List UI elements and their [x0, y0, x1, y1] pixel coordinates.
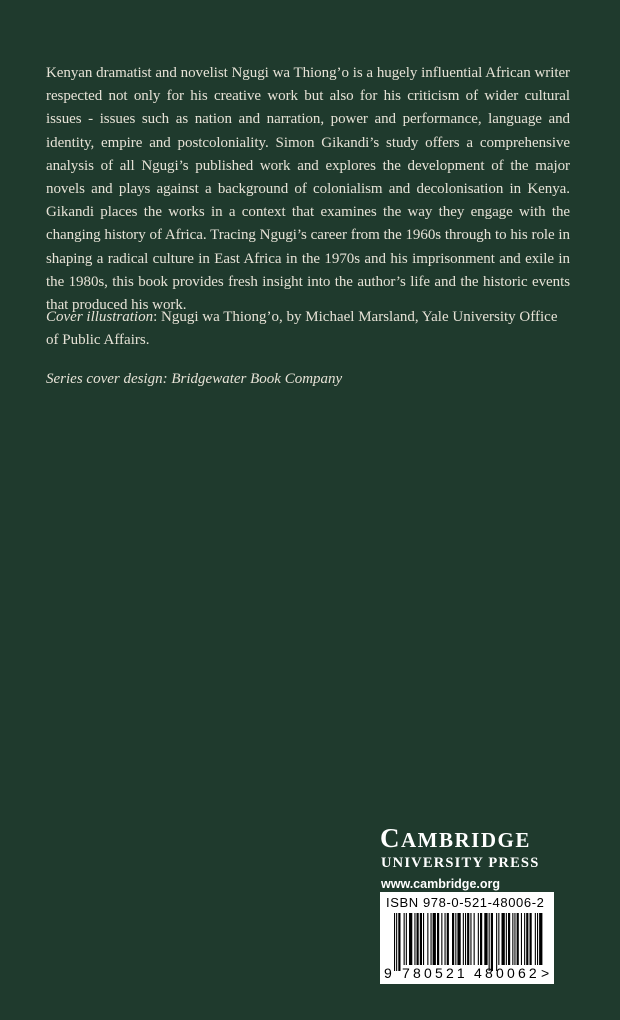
barcode-bar	[457, 913, 460, 965]
barcode-bar	[452, 913, 454, 965]
isbn-number: ISBN 978-0-521-48006-2	[386, 895, 545, 910]
barcode-bar	[535, 913, 536, 965]
cover-illustration-label: Cover illustration	[46, 309, 154, 325]
barcode-bar	[431, 913, 432, 965]
barcode-bar	[433, 913, 436, 965]
barcode-bar	[398, 913, 400, 971]
barcode-bar	[463, 913, 464, 965]
barcode-bar	[396, 913, 397, 971]
barcode-bar	[530, 913, 532, 965]
barcode-bar	[508, 913, 510, 965]
barcode-bar	[478, 913, 479, 965]
barcode-bar	[496, 913, 497, 971]
barcode-digits	[380, 965, 554, 983]
cover-illustration-credit	[46, 306, 570, 352]
barcode-bar	[524, 913, 525, 965]
barcode-bar	[512, 913, 513, 965]
barcode-bar	[420, 913, 422, 965]
barcode-bar	[480, 913, 482, 965]
barcode-arrow: >	[541, 965, 550, 981]
barcode-bar	[517, 913, 519, 965]
barcode-group-right: 480062	[474, 965, 540, 981]
barcode-bar	[394, 913, 395, 971]
barcode-bar	[423, 913, 424, 965]
cover-illustration-text: : Ngugi wa Thiong’o, by Michael Marsland, Yale University Office of Public Affairs.	[46, 309, 558, 349]
barcode-bar	[526, 913, 528, 965]
barcode-bar	[447, 913, 449, 965]
barcode-bar	[414, 913, 415, 965]
barcode-bar	[437, 913, 439, 965]
barcode-bar	[489, 913, 490, 971]
barcode-group-left: 780521	[402, 965, 468, 981]
barcode-bar	[537, 913, 538, 965]
barcode-bar	[441, 913, 442, 965]
barcode-bar	[514, 913, 515, 965]
publisher-name	[380, 824, 560, 854]
isbn-barcode	[380, 892, 554, 984]
barcode-bar	[404, 913, 405, 965]
publisher-name-initial: C	[380, 823, 401, 853]
publisher-logo	[380, 824, 560, 891]
barcode-bar	[409, 913, 412, 965]
publisher-url: www.cambridge.org	[381, 877, 501, 891]
barcode-bar	[484, 913, 487, 965]
barcode-bar	[427, 913, 428, 965]
barcode-bar	[417, 913, 419, 965]
barcode-bar	[406, 913, 407, 965]
barcode-bar	[455, 913, 456, 965]
series-design-credit: Series cover design: Bridgewater Book Company	[46, 371, 343, 387]
publisher-subtitle: UNIVERSITY PRESS	[381, 855, 540, 871]
barcode-bar	[502, 913, 505, 965]
barcode-bar	[498, 913, 499, 965]
barcode-bar	[445, 913, 446, 965]
publisher-name-rest: AMBRIDGE	[401, 828, 531, 852]
back-cover-blurb: Kenyan dramatist and novelist Ngugi wa Thiong’o is a hugely influential African writer respected not only for his creative work but also for his criticism of wider cultural issues - issues such as nation and narration, power and performance, language and identity, empire and postcoloniality. Simon Gikandi’s study offers a comprehensive analysis of all Ngugi’s published work and explores the development of the major novels and plays against a background of colonialism and decolonisation in Kenya. Gikandi places the works in a context that examines the way they engage with the changing history of Africa. Tracing Ngugi’s career from the 1960s through to his role in shaping a radical culture in East Africa in the 1970s and his imprisonment and exile in the 1980s, this book provides fresh insight into the author’s life and the historic events that produced his work.	[46, 65, 570, 314]
barcode-bar	[470, 913, 471, 965]
barcode-bar	[467, 913, 469, 965]
barcode-bar	[465, 913, 466, 965]
barcode-bar	[491, 913, 493, 971]
barcode-bar	[539, 913, 542, 965]
barcode-bar	[521, 913, 522, 965]
barcode-first-digit: 9	[384, 965, 392, 981]
barcode-bar	[474, 913, 475, 965]
barcode-bar	[506, 913, 507, 965]
